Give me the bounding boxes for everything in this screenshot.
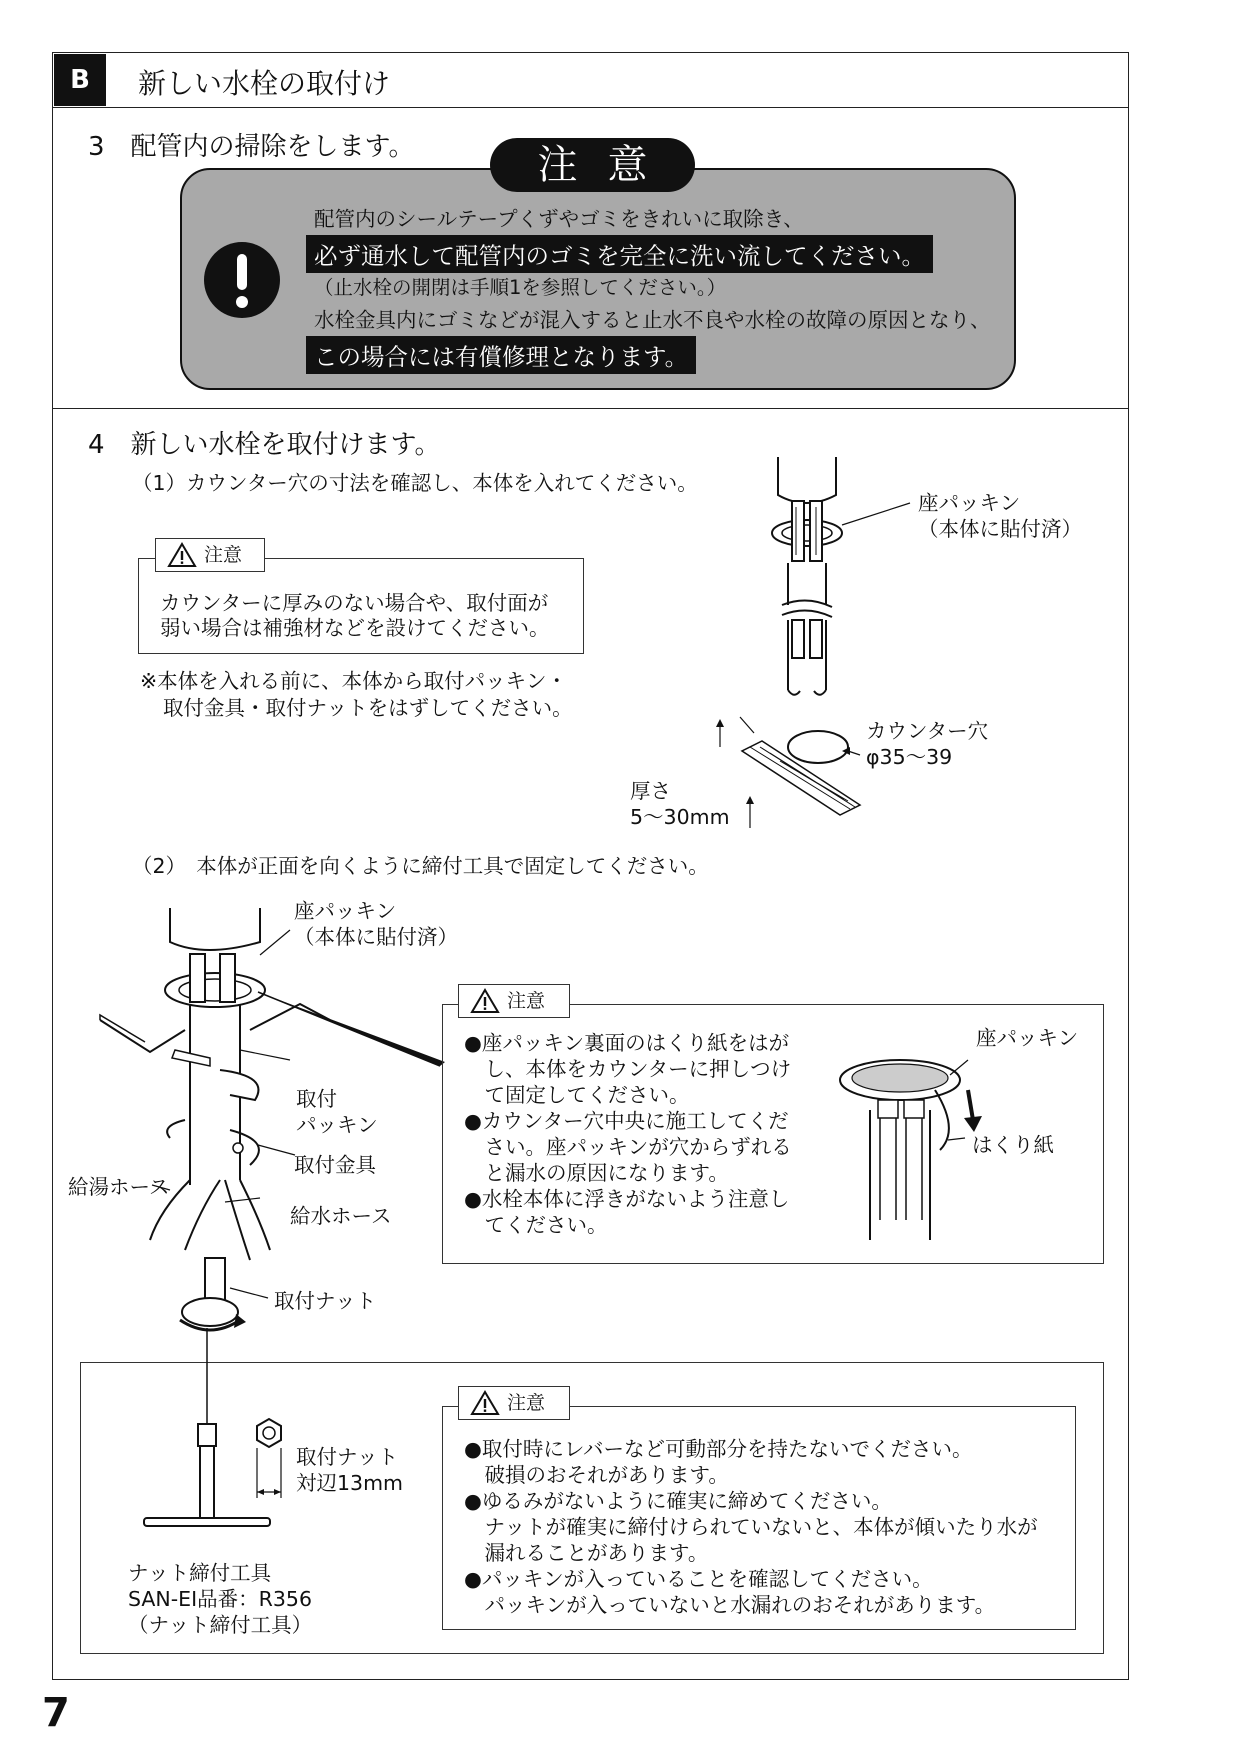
warning-triangle-icon [471,988,499,1014]
c2-item3-l2: てください。 [464,1213,608,1237]
step3-line4: 水栓金具内にゴミなどが混入すると止水不良や水栓の故障の原因となり、 [314,308,991,332]
fig2-nut-label: 取付ナット [274,1289,377,1313]
caution1-tab [155,538,265,572]
fig2-bracket-label: 取付金具 [294,1153,376,1177]
fig2-mount-line1: 取付 [296,1087,337,1111]
c3-item1-l2: 破損のおそれがあります。 [464,1463,729,1487]
c3-item2-l3: 漏れることがあります。 [464,1541,709,1565]
fig1-thickness-line2: 5〜30mm [630,805,730,829]
step4-heading: 4 新しい水栓を取付けます。 [88,430,441,460]
step3-line3: （止水栓の開閉は手順1を参照してください。） [314,276,727,299]
tool-line3: （ナット締付工具） [128,1613,313,1637]
fig3-packing-label: 座パッキン [976,1026,1079,1050]
nut-size-line2: 対辺13mm [296,1471,404,1495]
nut-tool-diagram [140,1348,440,1528]
page-number: 7 [42,1690,70,1736]
c2-item2-l2: さい。座パッキンが穴からずれる [464,1135,792,1159]
section-divider [52,408,1129,409]
caution1-line2: 弱い場合は補強材などを設けてください。 [160,616,550,640]
fig2-cold-hose-label: 給水ホース [290,1204,392,1228]
caution3-title: 注意 [507,1392,546,1414]
caution3-list [464,1436,1038,1618]
fig1-hole-line2: φ35〜39 [866,745,953,769]
c2-item3-l1: ●水栓本体に浮きがないよう注意し [464,1187,790,1211]
note-line1: ※本体を入れる前に、本体から取付パッキン・ [140,669,567,693]
step3-heading: 3 配管内の掃除をします。 [88,132,415,162]
note-line2: 取付金具・取付ナットをはずしてください。 [163,696,573,720]
fig2-packing-label [294,898,458,950]
fig2-packing-line2: （本体に貼付済） [294,925,458,949]
c2-item1-l1: ●座パッキン裏面のはくり紙をはが [464,1031,790,1055]
step4-sub2: （2） 本体が正面を向くように締付工具で固定してください。 [132,854,709,878]
fig2-mount-packing-label [296,1086,378,1138]
c3-item2-l2: ナットが確実に締付けられていないと、本体が傾いたり水が [464,1515,1038,1539]
nut-size-label [296,1444,403,1496]
step4-sub1: （1）カウンター穴の寸法を確認し、本体を入れてください。 [132,471,698,495]
tool-line1: ナット締付工具 [128,1561,272,1585]
fig3-peel-label: はくり紙 [972,1133,1054,1157]
tool-line2: SAN-EI品番：R356 [128,1587,313,1611]
c3-item3-l1: ●パッキンが入っていることを確認してください。 [464,1567,933,1591]
step3-highlight1: 必ず通水して配管内のゴミを完全に洗い流してください。 [306,235,933,273]
fig1-hole-label [866,718,988,770]
c2-item2-l3: と漏水の原因になります。 [464,1161,729,1185]
c2-item2-l1: ●カウンター穴中央に施工してくだ [464,1109,789,1133]
warning-triangle-icon [471,1390,499,1416]
c3-item3-l2: パッキンが入っていないと水漏れのおそれがあります。 [464,1593,996,1617]
nut-size-line1: 取付ナット [296,1445,399,1469]
caution1-line1: カウンターに厚みのない場合や、取付面が [160,591,549,615]
c3-item2-l1: ●ゆるみがないように確実に締めてください。 [464,1489,892,1513]
section-badge: B [54,54,106,106]
caution2-tab [458,984,570,1018]
warning-triangle-icon [168,542,196,568]
c3-item1-l1: ●取付時にレバーなど可動部分を持たないでください。 [464,1437,973,1461]
c2-item1-l2: し、本体をカウンターに押しつけ [464,1057,792,1081]
fig1-packing-line1: 座パッキン [918,491,1021,515]
caution1-title: 注意 [204,544,243,566]
step3-line1: 配管内のシールテープくずやゴミをきれいに取除き、 [314,207,804,231]
fig1-thickness-line1: 厚さ [630,779,671,803]
fig1-packing-line2: （本体に貼付済） [918,517,1082,541]
caution3-tab [458,1386,570,1420]
section-title: 新しい水栓の取付け [138,67,391,100]
step3-highlight2: この場合には有償修理となります。 [306,336,696,374]
exclamation-icon [204,242,280,318]
fig2-mount-line2: パッキン [296,1113,378,1137]
tool-label [128,1560,312,1638]
c2-item1-l3: て固定してください。 [464,1083,690,1107]
fig2-packing-line1: 座パッキン [294,899,397,923]
caution-pill: 注意 [490,138,695,192]
fig1-thickness-label [630,778,730,830]
caution2-title: 注意 [507,990,546,1012]
caution2-list [464,1030,792,1238]
fig1-hole-line1: カウンター穴 [866,719,989,743]
fig2-hot-hose-label: 給湯ホース [68,1175,170,1199]
fig1-packing-label [918,490,1082,542]
